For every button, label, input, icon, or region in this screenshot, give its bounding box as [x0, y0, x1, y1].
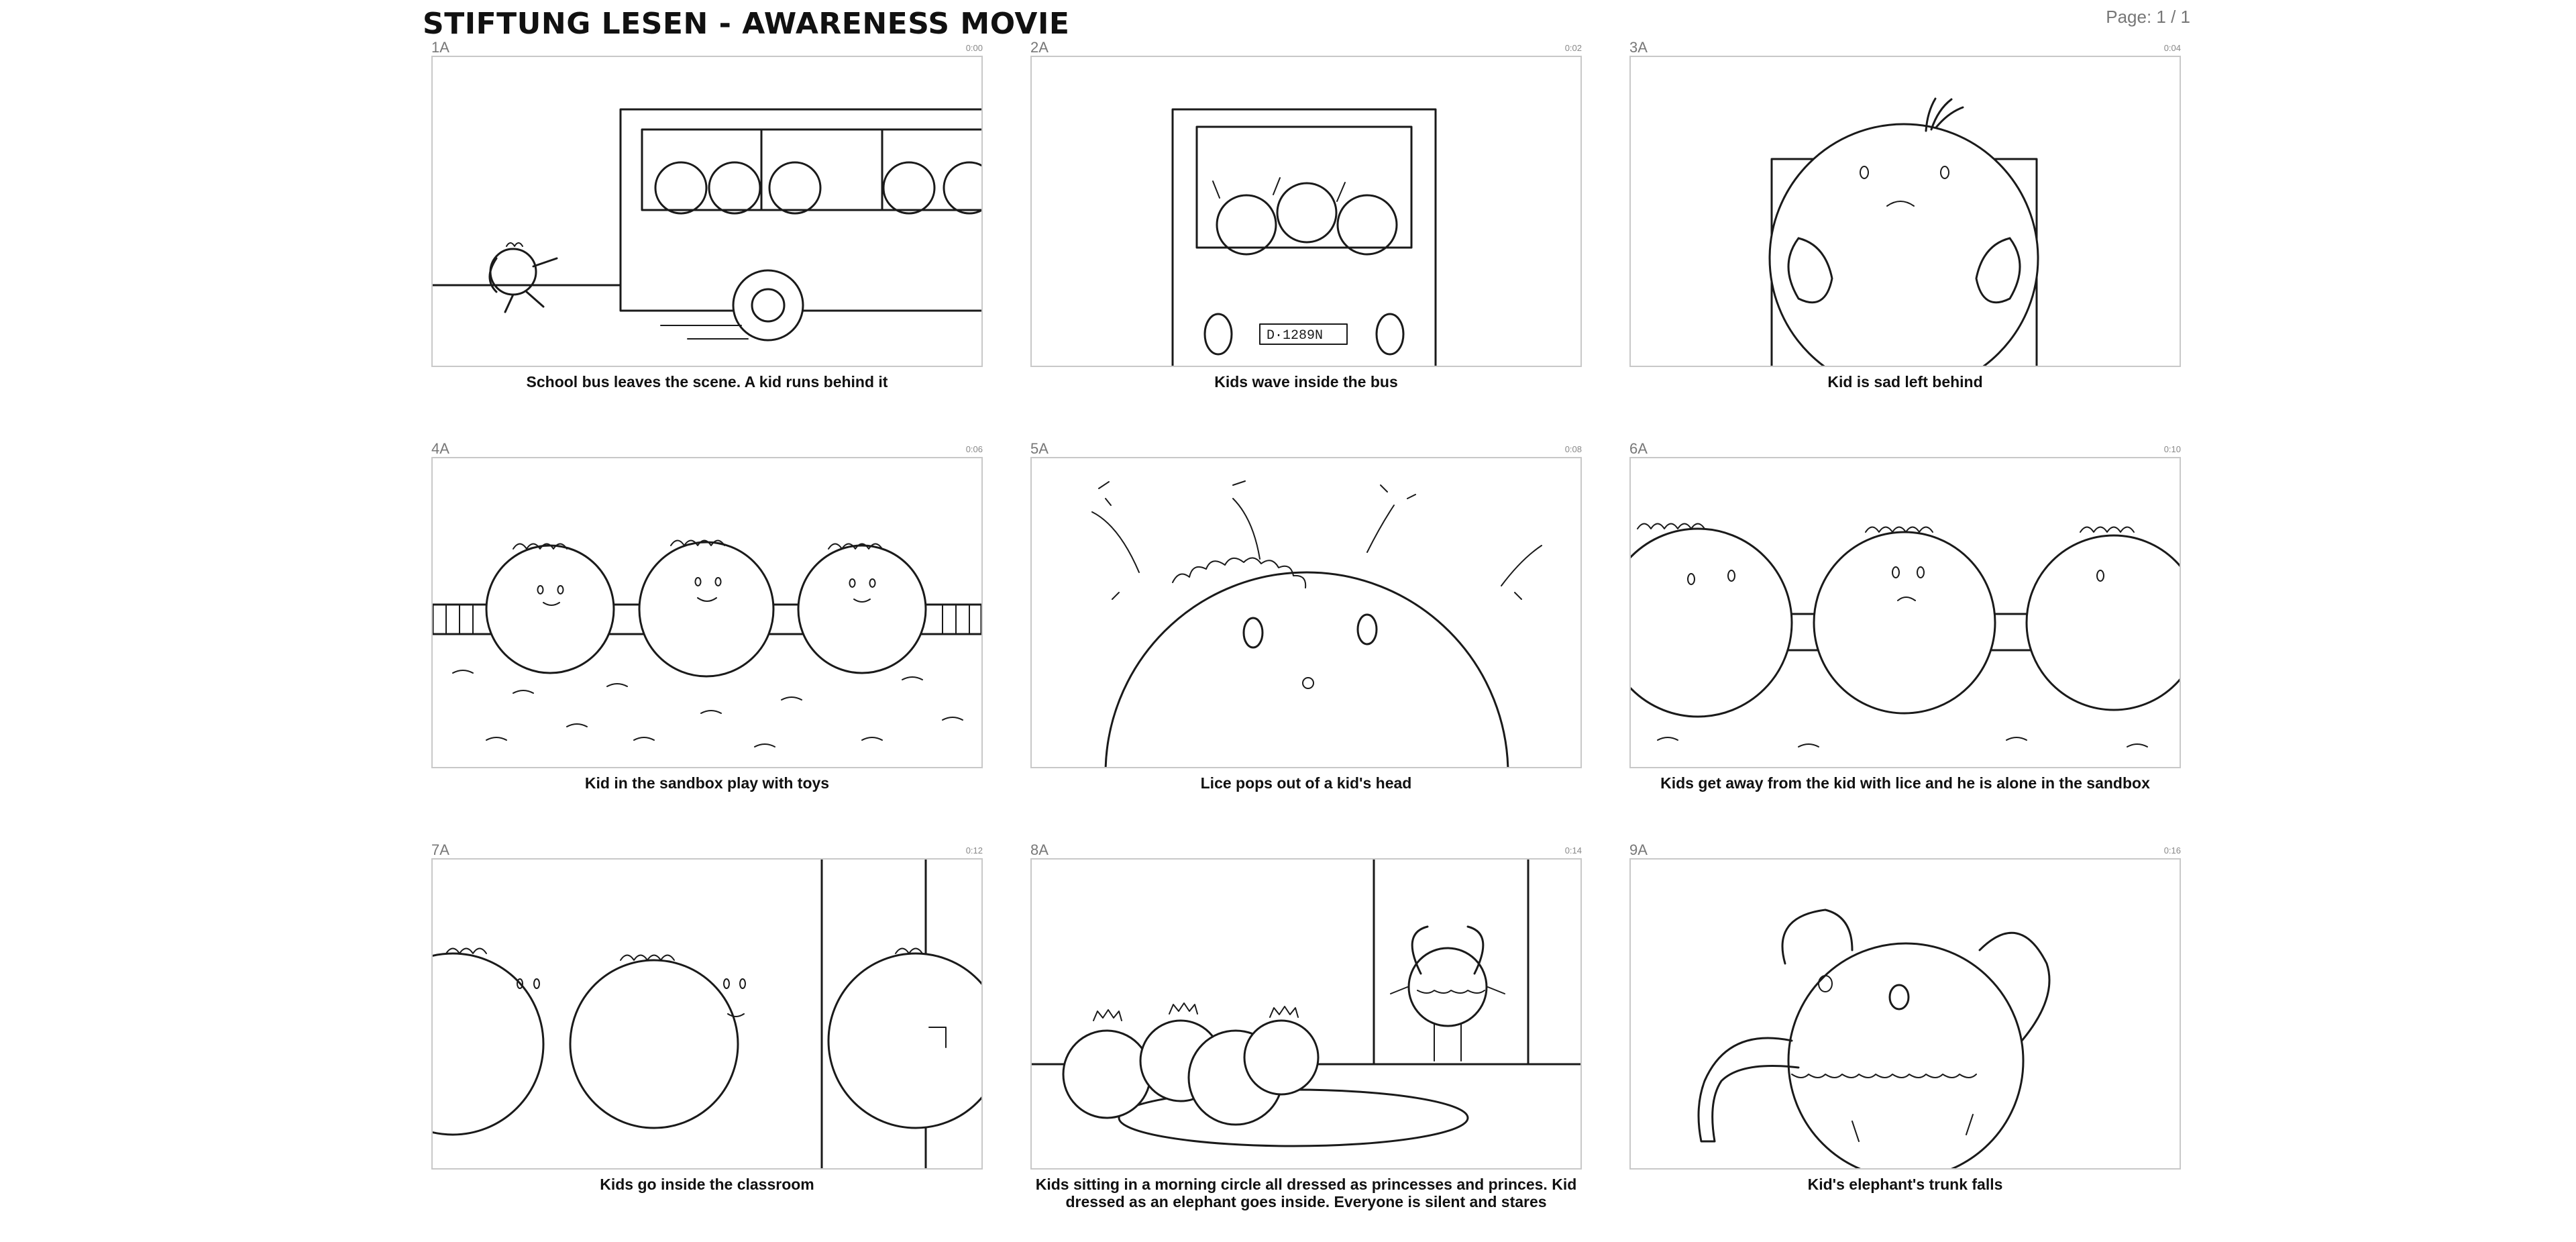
panel-label: 3A: [1629, 39, 1648, 56]
page-number: Page: 1 / 1: [2106, 7, 2190, 27]
sketch-lice-head: [1032, 458, 1580, 767]
sketch-sandbox-kids: [433, 458, 981, 767]
sketch-elephant-trunk: [1631, 860, 2180, 1168]
panel-caption: School bus leaves the scene. A kid runs behind it: [526, 373, 888, 391]
panel-frame: [1629, 56, 2181, 367]
panel-frame: [431, 56, 983, 367]
panel-caption: Kids sitting in a morning circle all dressed as princesses and princes. Kid dressed as an elephant goes inside. Everyone is silent and stares: [1035, 1176, 1577, 1210]
panel-frame: [431, 457, 983, 768]
sketch-school-bus: [433, 57, 981, 366]
panel-label: 6A: [1629, 440, 1648, 457]
panel-label: 2A: [1030, 39, 1049, 56]
panel-label: 4A: [431, 440, 449, 457]
panel-frame: [1030, 858, 1582, 1170]
panel-caption: Kids get away from the kid with lice and he is alone in the sandbox: [1660, 774, 2150, 792]
panel-timestamp: 0:00: [965, 43, 983, 53]
panel-label: 7A: [431, 841, 449, 858]
panel-label: 5A: [1030, 440, 1049, 457]
panel-label: 9A: [1629, 841, 1648, 858]
panel-frame: [1629, 858, 2181, 1170]
sketch-morning-circle: [1032, 860, 1580, 1168]
panel-timestamp: 0:04: [2163, 43, 2181, 53]
panel-label: 1A: [431, 39, 449, 56]
panel-timestamp: 0:14: [1564, 845, 1582, 856]
panel-caption: Kids wave inside the bus: [1214, 373, 1398, 391]
panel-frame: [1030, 457, 1582, 768]
sketch-sad-kid: [1631, 57, 2180, 366]
sketch-classroom-door: [433, 860, 981, 1168]
license-plate: D·1289N: [1267, 328, 1324, 344]
panel-timestamp: 0:08: [1564, 444, 1582, 454]
panel-frame: [1030, 56, 1582, 367]
panel-timestamp: 0:06: [965, 444, 983, 454]
sketch-bus-front: [1032, 57, 1580, 366]
panel-caption: Kid's elephant's trunk falls: [1807, 1176, 2003, 1193]
panel-timestamp: 0:10: [2163, 444, 2181, 454]
panel-caption: Kid is sad left behind: [1827, 373, 1983, 391]
panel-caption: Kids go inside the classroom: [600, 1176, 814, 1193]
panel-frame: [431, 858, 983, 1170]
panel-timestamp: 0:02: [1564, 43, 1582, 53]
sketch-kids-leave: [1631, 458, 2180, 767]
panel-label: 8A: [1030, 841, 1049, 858]
panel-caption: Lice pops out of a kid's head: [1200, 774, 1412, 792]
panel-frame: [1629, 457, 2181, 768]
page-title: STIFTUNG LESEN - AWARENESS MOVIE: [423, 7, 1070, 41]
panel-caption: Kid in the sandbox play with toys: [584, 774, 830, 792]
panel-timestamp: 0:16: [2163, 845, 2181, 856]
panel-timestamp: 0:12: [965, 845, 983, 856]
